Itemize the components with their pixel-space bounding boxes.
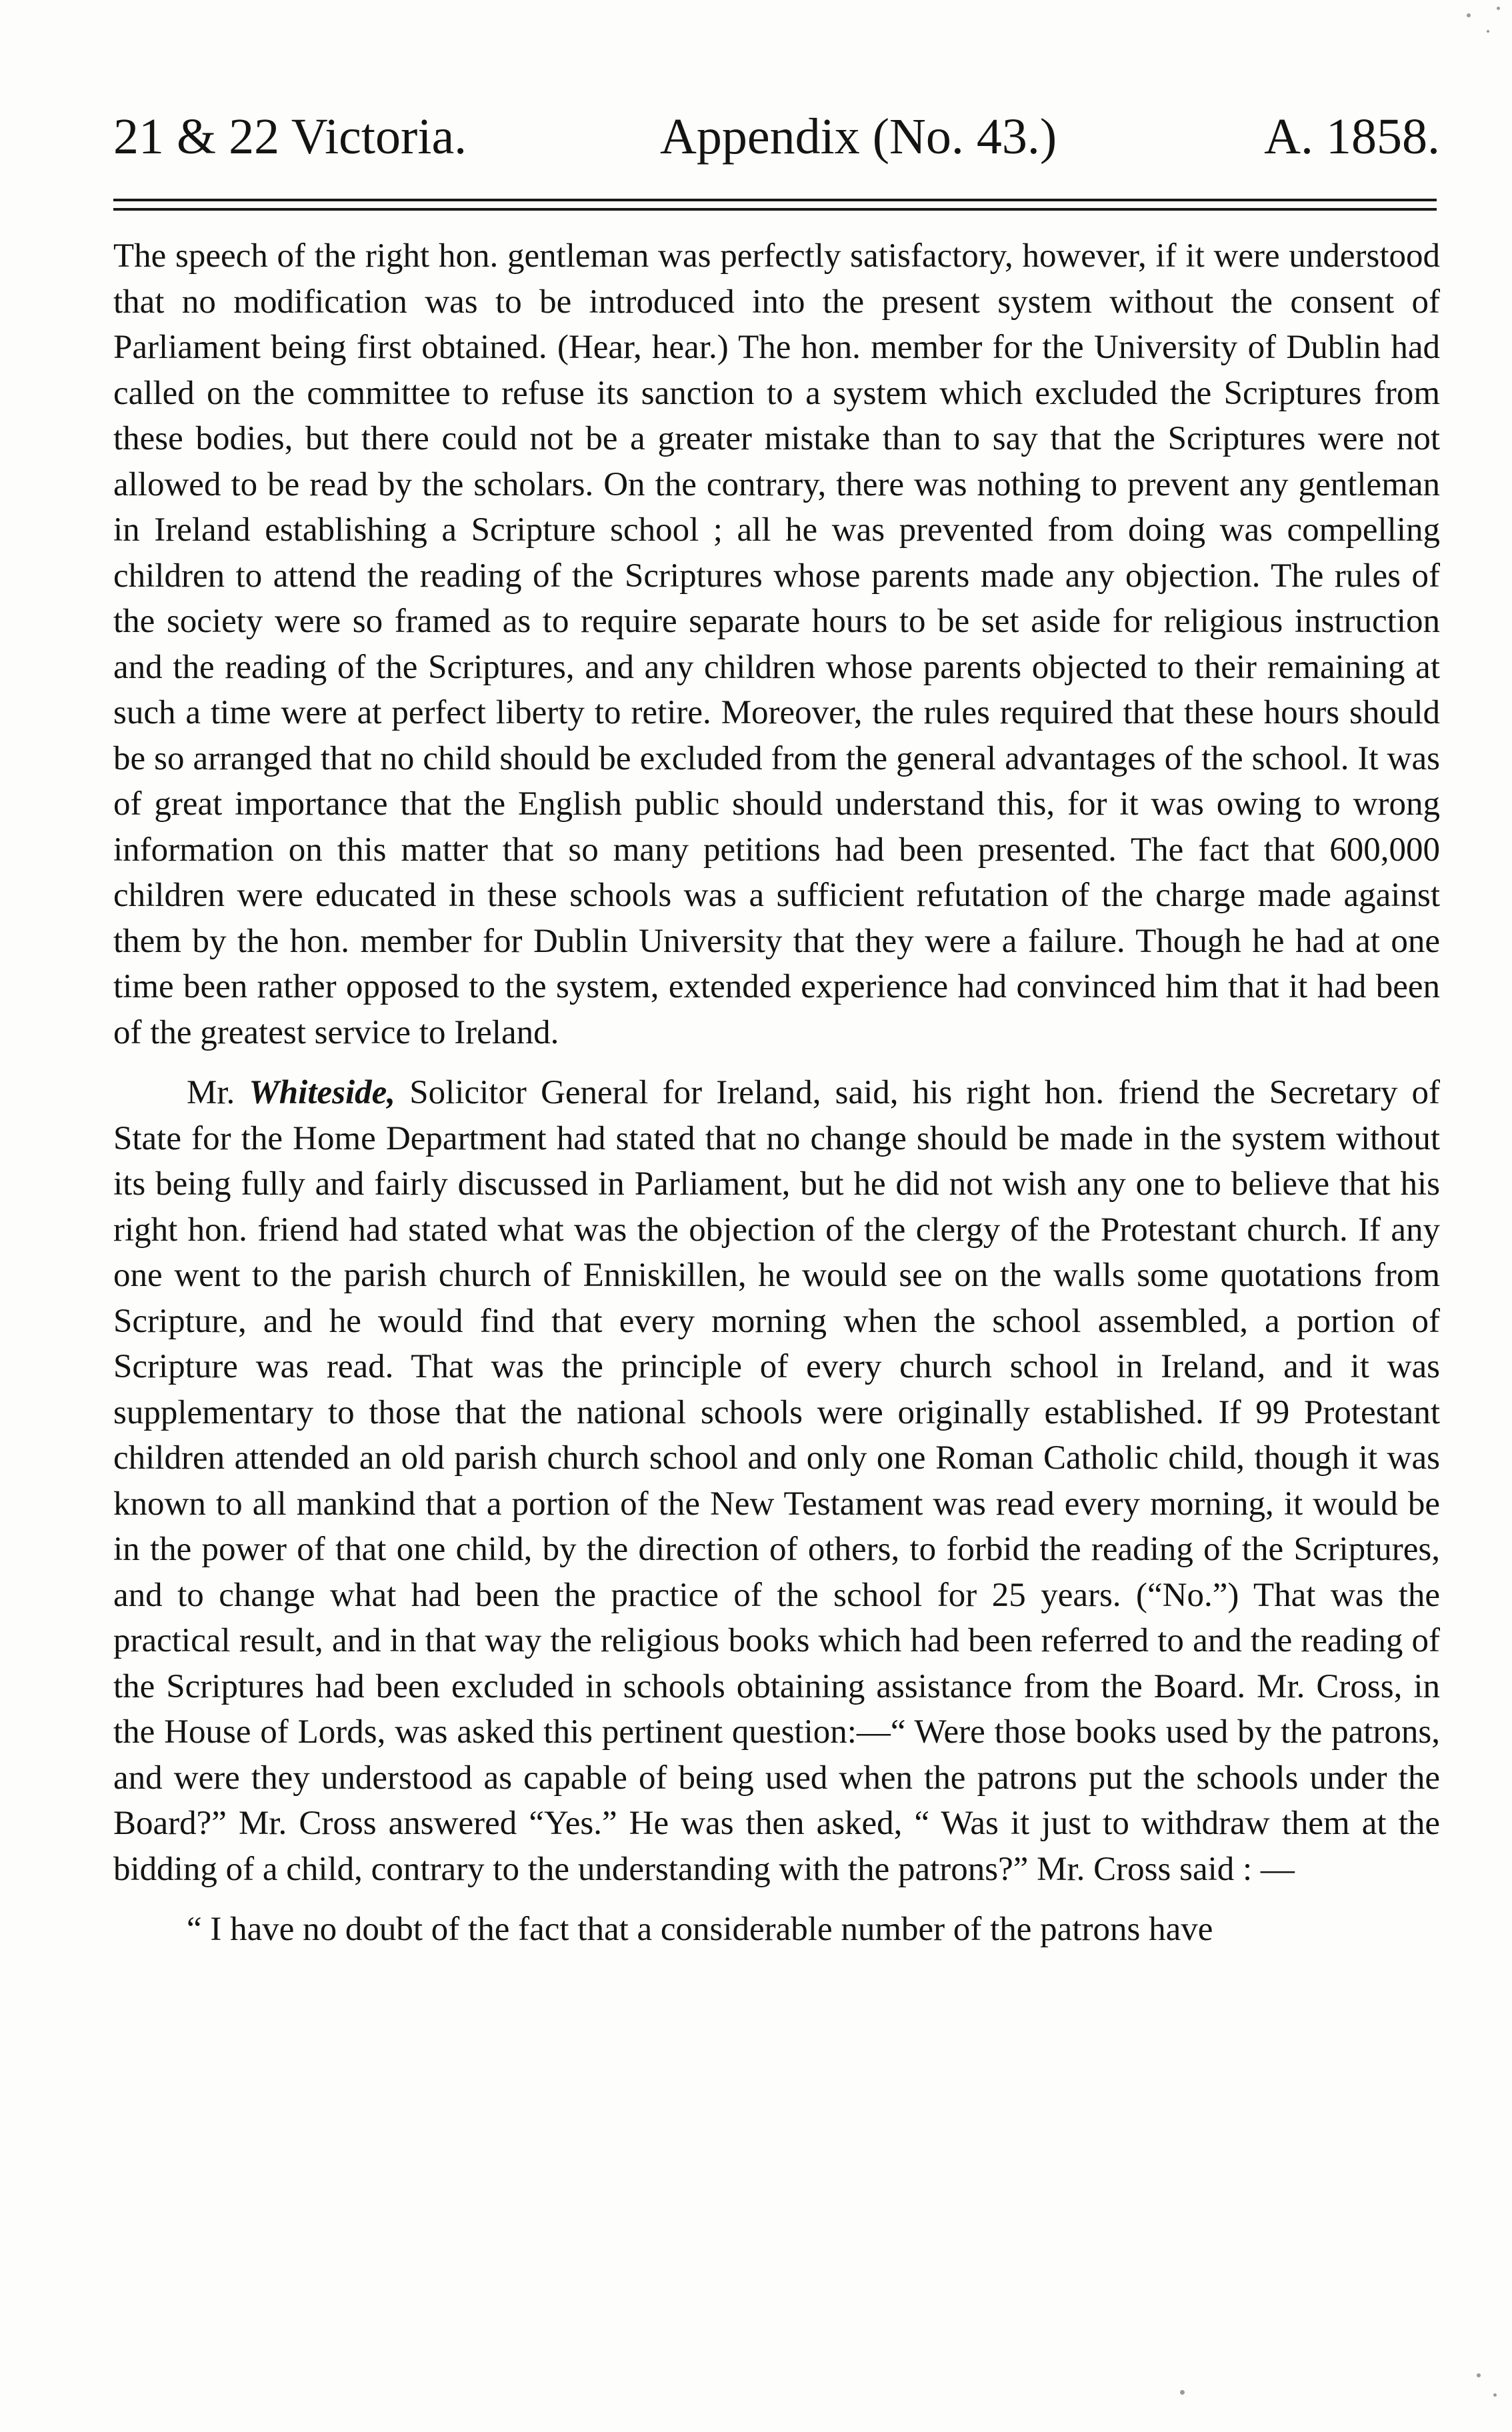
body-text — [113, 233, 1440, 1953]
header-rule-bottom — [113, 208, 1437, 211]
paragraph-speech-satisfactory: The speech of the right hon. gentleman was perfectly satisfactory, however, if it were understood that no modification was to be introduced into the present system without the consent of Parliament being first obtained. (Hear, hear.) The hon. member for the University of Dublin had called on the committee to refuse its sanction to a system which excluded the Scriptures from these bodies, but there could not be a greater mistake than to say that the Scriptures were not allowed to be read by the scholars. On the contrary, there was nothing to prevent any gentleman in Ireland establishing a Scripture school ; all he was prevented from doing was compelling children to attend the reading of the Scriptures whose parents made any objection. The rules of the society were so framed as to require separate hours to be set aside for religious instruction and the reading of the Scriptures, and any children whose parents objected to their remaining at such a time were at perfect liberty to retire. Moreover, the rules required that these hours should be so arranged that no child should be excluded from the general advantages of the school. It was of great importance that the English public should understand this, for it was owing to wrong information on this matter that so many petitions had been presented. The fact that 600,000 children were educated in these schools was a sufficient refutation of the charge made against them by the hon. member for Dublin University that they were a failure. Though he had at one time been rather opposed to the system, extended experience had convinced him that it had been of the greatest service to Ireland. — [113, 237, 1440, 1051]
scan-speck — [1497, 7, 1500, 10]
scan-speck — [1180, 2390, 1185, 2395]
paragraph-quotation: “ I have no doubt of the fact that a considerable number of the patrons have — [187, 1911, 1213, 1948]
scan-speck — [1477, 2373, 1481, 2377]
header-year: A. 1858. — [1264, 109, 1440, 165]
header-session: 21 & 22 Victoria. — [113, 109, 467, 165]
paragraph-whiteside — [113, 1070, 1440, 1892]
scan-speck — [1493, 2393, 1497, 2397]
paragraph-whiteside-body: Solicitor General for Ireland, said, his right hon. friend the Secretary of State for the Home Department had stated that no change should be made in the system without its being fully and fairly discussed in Parliament, but he did not wish any one to believe that his right hon. friend had stated what was the objection of the clergy of the Protestant church. If any one went to the parish church of Enniskillen, he would see on the walls some quotations from Scripture, and he would find that every morning when the school assembled, a portion of Scripture was read. That was the principle of every church school in Ireland, and it was supplementary to those that the national schools were originally established. If 99 Protestant children attended an old parish church school and only one Roman Catholic child, though it was known to all mankind that a portion of the New Testament was read every morning, it would be in the power of that one child, by the direction of others, to forbid the reading of the Scriptures, and to change what had been the practice of the school for 25 years. (“No.”) That was the practical result, and in that way the religious books which had been referred to and the reading of the Scriptures had been excluded in schools obtaining assistance from the Board. Mr. Cross, in the House of Lords, was asked this pertinent question:—“ Were those books used by the patrons, and were they understood as capable of being used when the patrons put the schools under the Board?” Mr. Cross answered “Yes.” He was then asked, “ Was it just to withdraw them at the bidding of a child, contrary to the understanding with the patrons?” Mr. Cross said : — — [113, 1074, 1440, 1888]
scan-speck — [1467, 13, 1471, 17]
page-header — [113, 107, 1440, 167]
header-rule-top — [113, 199, 1437, 201]
scan-speck — [1487, 30, 1489, 33]
paragraph-whiteside-prefix: Mr. — [187, 1074, 249, 1111]
header-appendix-title: Appendix (No. 43.) — [660, 109, 1057, 165]
speaker-name: Whiteside, — [249, 1074, 396, 1111]
